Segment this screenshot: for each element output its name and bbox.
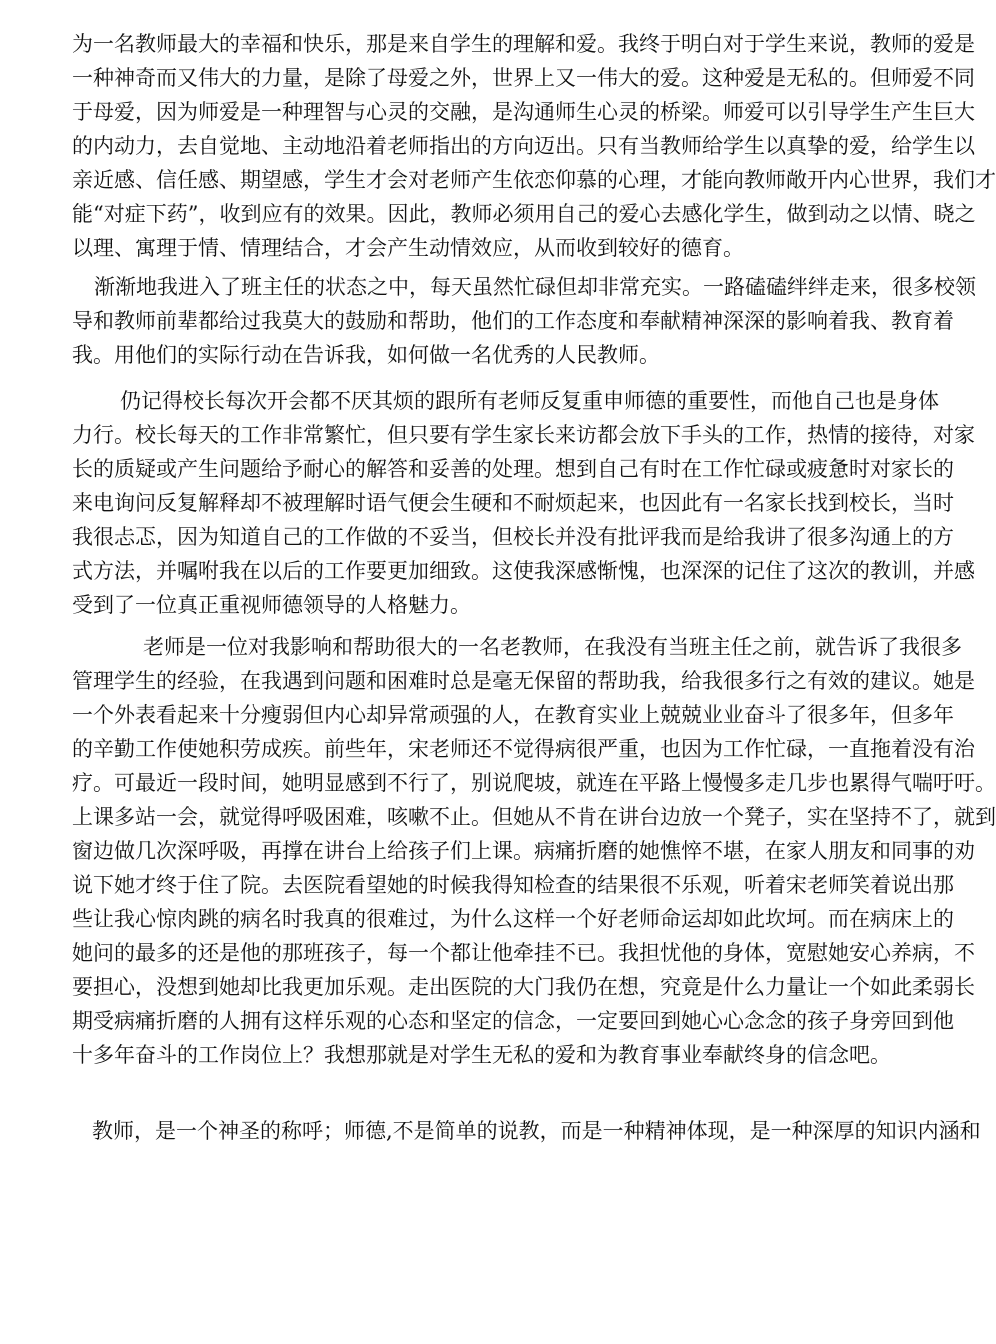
- text-line: 我。用他们的实际行动在告诉我，如何做一名优秀的人民教师。: [72, 343, 660, 367]
- text-line: 管理学生的经验，在我遇到问题和困难时总是毫无保留的帮助我，给我很多行之有效的建议。她是: [72, 669, 975, 693]
- text-line: 些让我心惊肉跳的病名时我真的很难过，为什么这样一个好老师命运却如此坎坷。而在病床上的: [72, 907, 954, 931]
- text-line: 来电询问反复解释却不被理解时语气便会生硬和不耐烦起来，也因此有一名家长找到校长，当时: [72, 491, 954, 515]
- text-line: 能“对症下药”，收到应有的效果。因此，教师必须用自己的爱心去感化学生，做到动之以情、晓之: [72, 202, 976, 226]
- text-line: 要担心，没想到她却比我更加乐观。走出医院的大门我仍在想，究竟是什么力量让一个如此柔弱长: [72, 975, 975, 999]
- text-line: 的辛勤工作使她积劳成疾。前些年，宋老师还不觉得病很严重，也因为工作忙碌，一直拖着没有治: [72, 737, 975, 761]
- text-line: 仍记得校长每次开会都不厌其烦的跟所有老师反复重申师德的重要性，而他自己也是身体: [120, 389, 939, 413]
- text-line: 渐渐地我进入了班主任的状态之中，每天虽然忙碌但却非常充实。一路磕磕绊绊走来，很多校领: [94, 275, 976, 299]
- text-line: 长的质疑或产生问题给予耐心的解答和妥善的处理。想到自己有时在工作忙碌或疲惫时对家长的: [72, 457, 954, 481]
- text-line: 期受病痛折磨的人拥有这样乐观的心态和坚定的信念，一定要回到她心心念念的孩子身旁回到他: [72, 1009, 954, 1033]
- text-line: 力行。校长每天的工作非常繁忙，但只要有学生家长来访都会放下手头的工作，热情的接待，对家: [72, 423, 975, 447]
- text-line: 说下她才终于住了院。去医院看望她的时候我得知检查的结果很不乐观，听着宋老师笑着说出那: [72, 873, 954, 897]
- text-line: 式方法，并嘱咐我在以后的工作要更加细致。这使我深感惭愧，也深深的记住了这次的教训，并感: [72, 559, 975, 583]
- text-line: 一种神奇而又伟大的力量，是除了母爱之外，世界上又一伟大的爱。这种爱是无私的。但师爱不同: [72, 66, 975, 90]
- text-line: 窗边做几次深呼吸，再撑在讲台上给孩子们上课。病痛折磨的她憔悴不堪，在家人朋友和同事的劝: [72, 839, 975, 863]
- text-line: 导和教师前辈都给过我莫大的鼓励和帮助，他们的工作态度和奉献精神深深的影响着我、教育着: [72, 309, 954, 333]
- text-line: 十多年奋斗的工作岗位上？我想那就是对学生无私的爱和为教育事业奉献终身的信念吧。: [72, 1043, 891, 1067]
- text-line: 我很忐忑，因为知道自己的工作做的不妥当，但校长并没有批评我而是给我讲了很多沟通上的方: [72, 525, 954, 549]
- text-line: 为一名教师最大的幸福和快乐，那是来自学生的理解和爱。我终于明白对于学生来说，教师的爱是: [72, 32, 975, 56]
- text-line: 受到了一位真正重视师德领导的人格魅力。: [72, 593, 471, 617]
- text-line: 疗。可最近一段时间，她明显感到不行了，别说爬坡，就连在平路上慢慢多走几步也累得气喘吁吁。: [72, 771, 996, 795]
- text-line: 上课多站一会，就觉得呼吸困难，咳嗽不止。但她从不肯在讲台边放一个凳子，实在坚持不了，就到: [72, 805, 996, 829]
- text-line: 于母爱，因为师爱是一种理智与心灵的交融，是沟通师生心灵的桥梁。师爱可以引导学生产生巨大: [72, 100, 975, 124]
- text-line: 亲近感、信任感、期望感，学生才会对老师产生依恋仰慕的心理，才能向教师敞开内心世界，我们才: [72, 168, 996, 192]
- text-line: 教师，是一个神圣的称呼；师德,不是简单的说教，而是一种精神体现，是一种深厚的知识内涵和: [92, 1119, 981, 1143]
- text-line: 以理、寓理于情、情理结合，才会产生动情效应，从而收到较好的德育。: [72, 236, 744, 260]
- text-line: 一个外表看起来十分瘦弱但内心却异常顽强的人，在教育实业上兢兢业业奋斗了很多年，但多年: [72, 703, 954, 727]
- text-line: 老师是一位对我影响和帮助很大的一名老教师，在我没有当班主任之前，就告诉了我很多: [143, 635, 962, 659]
- text-line: 她问的最多的还是他的那班孩子，每一个都让他牵挂不已。我担忧他的身体，宽慰她安心养病，不: [72, 941, 975, 965]
- text-line: 的内动力，去自觉地、主动地沿着老师指出的方向迈出。只有当教师给学生以真挚的爱，给学生以: [72, 134, 975, 158]
